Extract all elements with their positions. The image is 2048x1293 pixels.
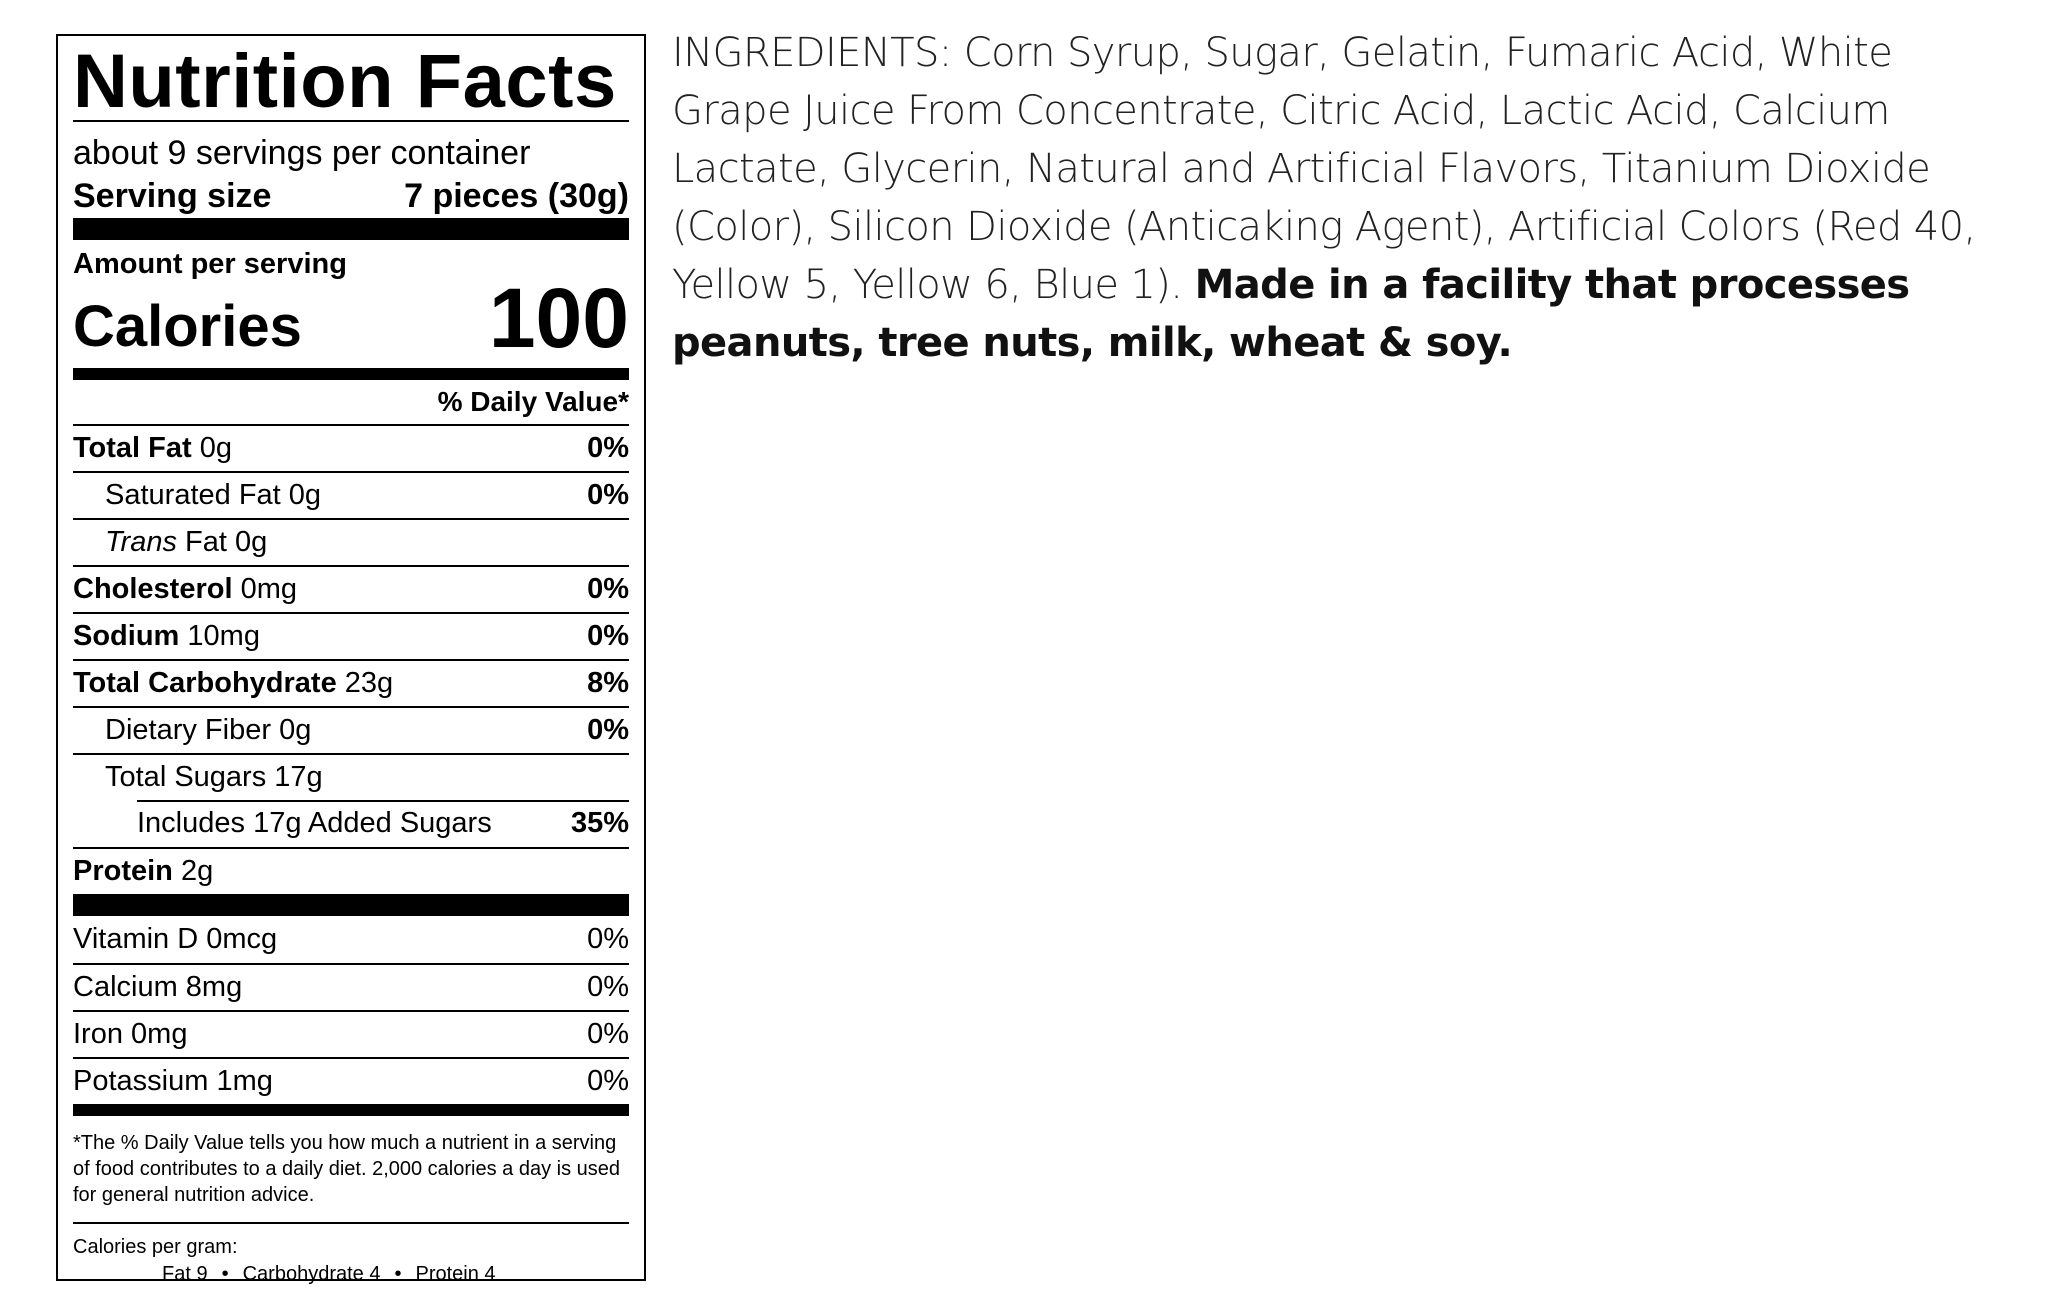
nutrient-amount: 0mg: [240, 573, 298, 605]
nutrient-name: Dietary Fiber: [105, 714, 271, 746]
thick-divider: [73, 218, 629, 240]
nutrient-row-trans-fat: [73, 518, 629, 565]
vitamin-row-iron: [73, 1010, 629, 1057]
nutrient-row-total-sugars: [73, 753, 629, 800]
daily-value-header-text: % Daily Value*: [437, 386, 629, 417]
nutrient-amount: 0g: [279, 714, 312, 746]
nutrient-amount: 23g: [344, 667, 394, 699]
nutrient-dv: 0%: [587, 479, 629, 511]
vitamin-dv: 0%: [587, 1018, 629, 1050]
bullet-separator: •: [221, 1263, 229, 1285]
calories-per-gram-label: Calories per gram:: [73, 1236, 238, 1258]
vitamin-dv: 0%: [587, 923, 629, 955]
calories-per-gram-values: [73, 1263, 629, 1286]
nutrient-row-added-sugars: [73, 800, 629, 847]
vitamin-label: Vitamin D 0mcg: [73, 923, 278, 955]
nutrient-dv: 0%: [587, 620, 629, 652]
nutrient-name: Total Carbohydrate: [73, 667, 337, 699]
nutrient-name: Trans: [105, 526, 177, 558]
vitamin-dv: 0%: [587, 971, 629, 1003]
cpg-carbohydrate: Carbohydrate 4: [242, 1263, 381, 1285]
nutrient-name: Sodium: [73, 620, 180, 652]
calories-row: [73, 271, 629, 365]
serving-size-value: 7 pieces (30g): [404, 176, 629, 215]
nutrient-amount: 0g: [288, 479, 322, 511]
nutrition-facts-panel: [56, 34, 646, 1285]
nutrient-row-protein: [73, 847, 629, 894]
vitamin-label: Potassium 1mg: [73, 1065, 273, 1097]
vitamin-row-vitamin-d: [73, 916, 629, 963]
vitamin-row-calcium: [73, 963, 629, 1010]
calories-value: 100: [488, 271, 629, 365]
ingredients-text: INGREDIENTS: Corn Syrup, Sugar, Gelatin, Fumaric Acid, White Grape Juice From Concentrate, Citric Acid, Lactic Acid, Calcium Lactate, Glycerin, Natural and Artificial Flavors, Titanium Dioxide (Color), Silicon Dioxide (Anticaking Agent), Artificial Colors (Red 40, Yellow 5, Yellow 6, Blue 1).: [672, 30, 1976, 308]
vitamin-dv: 0%: [587, 1065, 629, 1097]
vitamin-label: Iron 0mg: [73, 1018, 188, 1050]
nutrient-row-total-fat: [73, 424, 629, 471]
vitamin-label: Calcium 8mg: [73, 971, 243, 1003]
cpg-fat: Fat 9: [162, 1263, 208, 1285]
nutrient-row-dietary-fiber: [73, 706, 629, 753]
nutrient-row-sodium: [73, 612, 629, 659]
nutrient-amount: 10mg: [187, 620, 260, 652]
nutrient-name: Saturated Fat: [105, 479, 281, 511]
daily-value-footnote: *The % Daily Value tells you how much a nutrient in a serving of food contributes to a daily diet. 2,000 calories a day is used for general nutrition advice.: [73, 1132, 621, 1206]
nutrient-name: Cholesterol: [73, 573, 233, 605]
nutrient-name: Total Fat: [73, 432, 192, 464]
nutrient-name-suffix: Fat: [185, 526, 227, 558]
nutrient-row-cholesterol: [73, 565, 629, 612]
medium-divider: [73, 1104, 629, 1116]
nutrition-facts-title: Nutrition Facts: [73, 39, 617, 124]
vitamins-section: [73, 916, 629, 1104]
medium-divider: [73, 368, 629, 380]
nutrient-dv: 35%: [570, 807, 629, 839]
bullet-separator: •: [394, 1263, 402, 1285]
nutrient-dv: 0%: [587, 714, 629, 746]
cpg-protein: Protein 4: [415, 1263, 496, 1285]
nutrient-dv: 0%: [587, 573, 629, 605]
daily-value-header: [73, 380, 629, 424]
nutrient-row-saturated-fat: [73, 471, 629, 518]
nutrient-amount: 2g: [180, 855, 214, 887]
nutrient-amount: 17g: [274, 761, 323, 793]
nutrient-dv: 0%: [587, 432, 629, 464]
allergen-statement: Made in a facility that processes peanuts, tree nuts, milk, wheat & soy.: [672, 262, 1910, 366]
serving-size-label: Serving size: [73, 176, 272, 215]
serving-size-row: [73, 174, 629, 218]
nutrient-name: Protein: [73, 855, 173, 887]
nutrient-amount: 0g: [235, 526, 268, 558]
ingredients-block: [672, 24, 2002, 372]
servings-text: about 9 servings per container: [73, 133, 531, 172]
amount-per-serving-label: Amount per serving: [73, 247, 347, 280]
nutrient-row-total-carbohydrate: [73, 659, 629, 706]
nutrient-dv: 8%: [587, 667, 629, 699]
nutrient-name: Total Sugars: [105, 761, 267, 793]
calories-per-gram: [73, 1222, 629, 1286]
calories-label: Calories: [73, 294, 302, 359]
nutrient-amount: 0g: [199, 432, 233, 464]
thick-divider: [73, 894, 629, 916]
servings-per-container: [73, 132, 629, 174]
vitamin-row-potassium: [73, 1057, 629, 1104]
nutrient-name: Includes 17g Added Sugars: [137, 807, 492, 839]
